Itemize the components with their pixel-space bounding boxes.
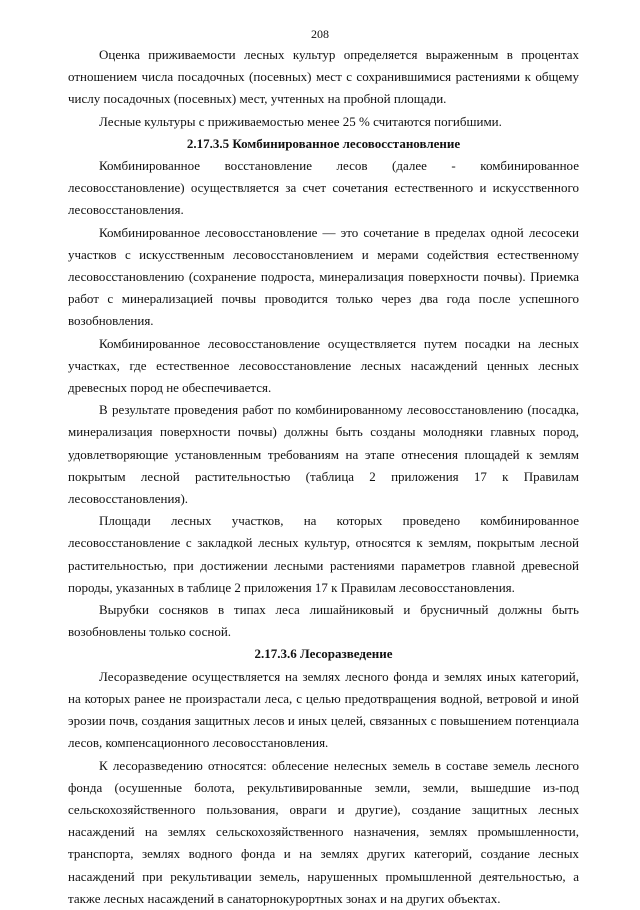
paragraph-combined-results: В результате проведения работ по комбинированному лесовосстановлению (посадка, минерализация поверхности почвы) должны быть созданы молодняки главных пород, удовлетворяющие установленным требованиям на этапе отнесения площадей к землям покрытым лесной растительностью (таблица 2 приложения 17 к Правилам лесовосстановления). bbox=[68, 402, 579, 507]
section-heading-combined-reforestation: 2.17.3.5 Комбинированное лесовосстановление bbox=[186, 135, 461, 151]
paragraph-combined-combination: Комбинированное лесовосстановление — это сочетание в пределах одной лесосеки участков с искусственным лесовосстановлением и мерами содействия естественному лесовосстановлению (сохранение подроста, минерализация поверхности почвы). Приемка работ с минерализацией почвы проводится только через два года после успешного возобновления. bbox=[68, 224, 579, 329]
page-number: 208 bbox=[311, 27, 329, 41]
paragraph-afforestation-scope: К лесоразведению относятся: облесение нелесных земель в составе земель лесного фонда (осушенные болота, рекультивированные земли, земли, вышедшие из-под сельскохозяйственного пользования, овраги и другие), создание защитных лесных насаждений на землях сельскохозяйственного назначения, землях промышленности, транспорта, землях водного фонда и на землях других категорий, создание лесных насаждений при рекультивации земель, нарушенных промышленной деятельностью, а также лесных насаждений в санаторнокурортных зонах и на других объектах. bbox=[68, 757, 579, 906]
paragraph-survival-assessment: Оценка приживаемости лесных культур определяется выраженным в процентах отношением числа посадочных (посевных) мест с сохранившимися растениями к общему числу посадочных (посевных) мест, учтенных на пробной площади. bbox=[68, 47, 579, 107]
paragraph-combined-areas: Площади лесных участков, на которых проведено комбинированное лесовосстановление с закладкой лесных культур, относятся к землям, покрытым лесной растительностью, при достижении лесными растениями параметров главной древесной породы, указанных в таблице 2 приложения 17 к Правилам лесовосстановления. bbox=[68, 513, 579, 595]
section-heading-afforestation: 2.17.3.6 Лесоразведение bbox=[254, 646, 393, 662]
paragraph-afforestation-definition: Лесоразведение осуществляется на землях лесного фонда и землях иных категорий, на которых ранее не произрастали леса, с целью предотвращения водной, ветровой и иной эрозии почв, создания защитных лесов и иных целей, связанных с повышением потенциала лесов, компенсационного лесовосстановления. bbox=[68, 668, 579, 751]
paragraph-combined-planting: Комбинированное лесовосстановление осуществляется путем посадки на лесных участках, где естественное лесовосстановление лесных насаждений ценных лесных древесных пород не обеспечивается. bbox=[68, 335, 579, 396]
document-body bbox=[68, 44, 579, 910]
paragraph-pine-clearings: Вырубки сосняков в типах леса лишайниковый и брусничный должны быть возобновлены только сосной. bbox=[68, 602, 579, 640]
paragraph-dead-cultures: Лесные культуры с приживаемостью менее 25 % считаются погибшими. bbox=[99, 113, 502, 129]
paragraph-combined-definition: Комбинированное восстановление лесов (далее - комбинированное лесовосстановление) осуществляется за счет сочетания естественного и искусственного лесовосстановления. bbox=[68, 158, 579, 218]
